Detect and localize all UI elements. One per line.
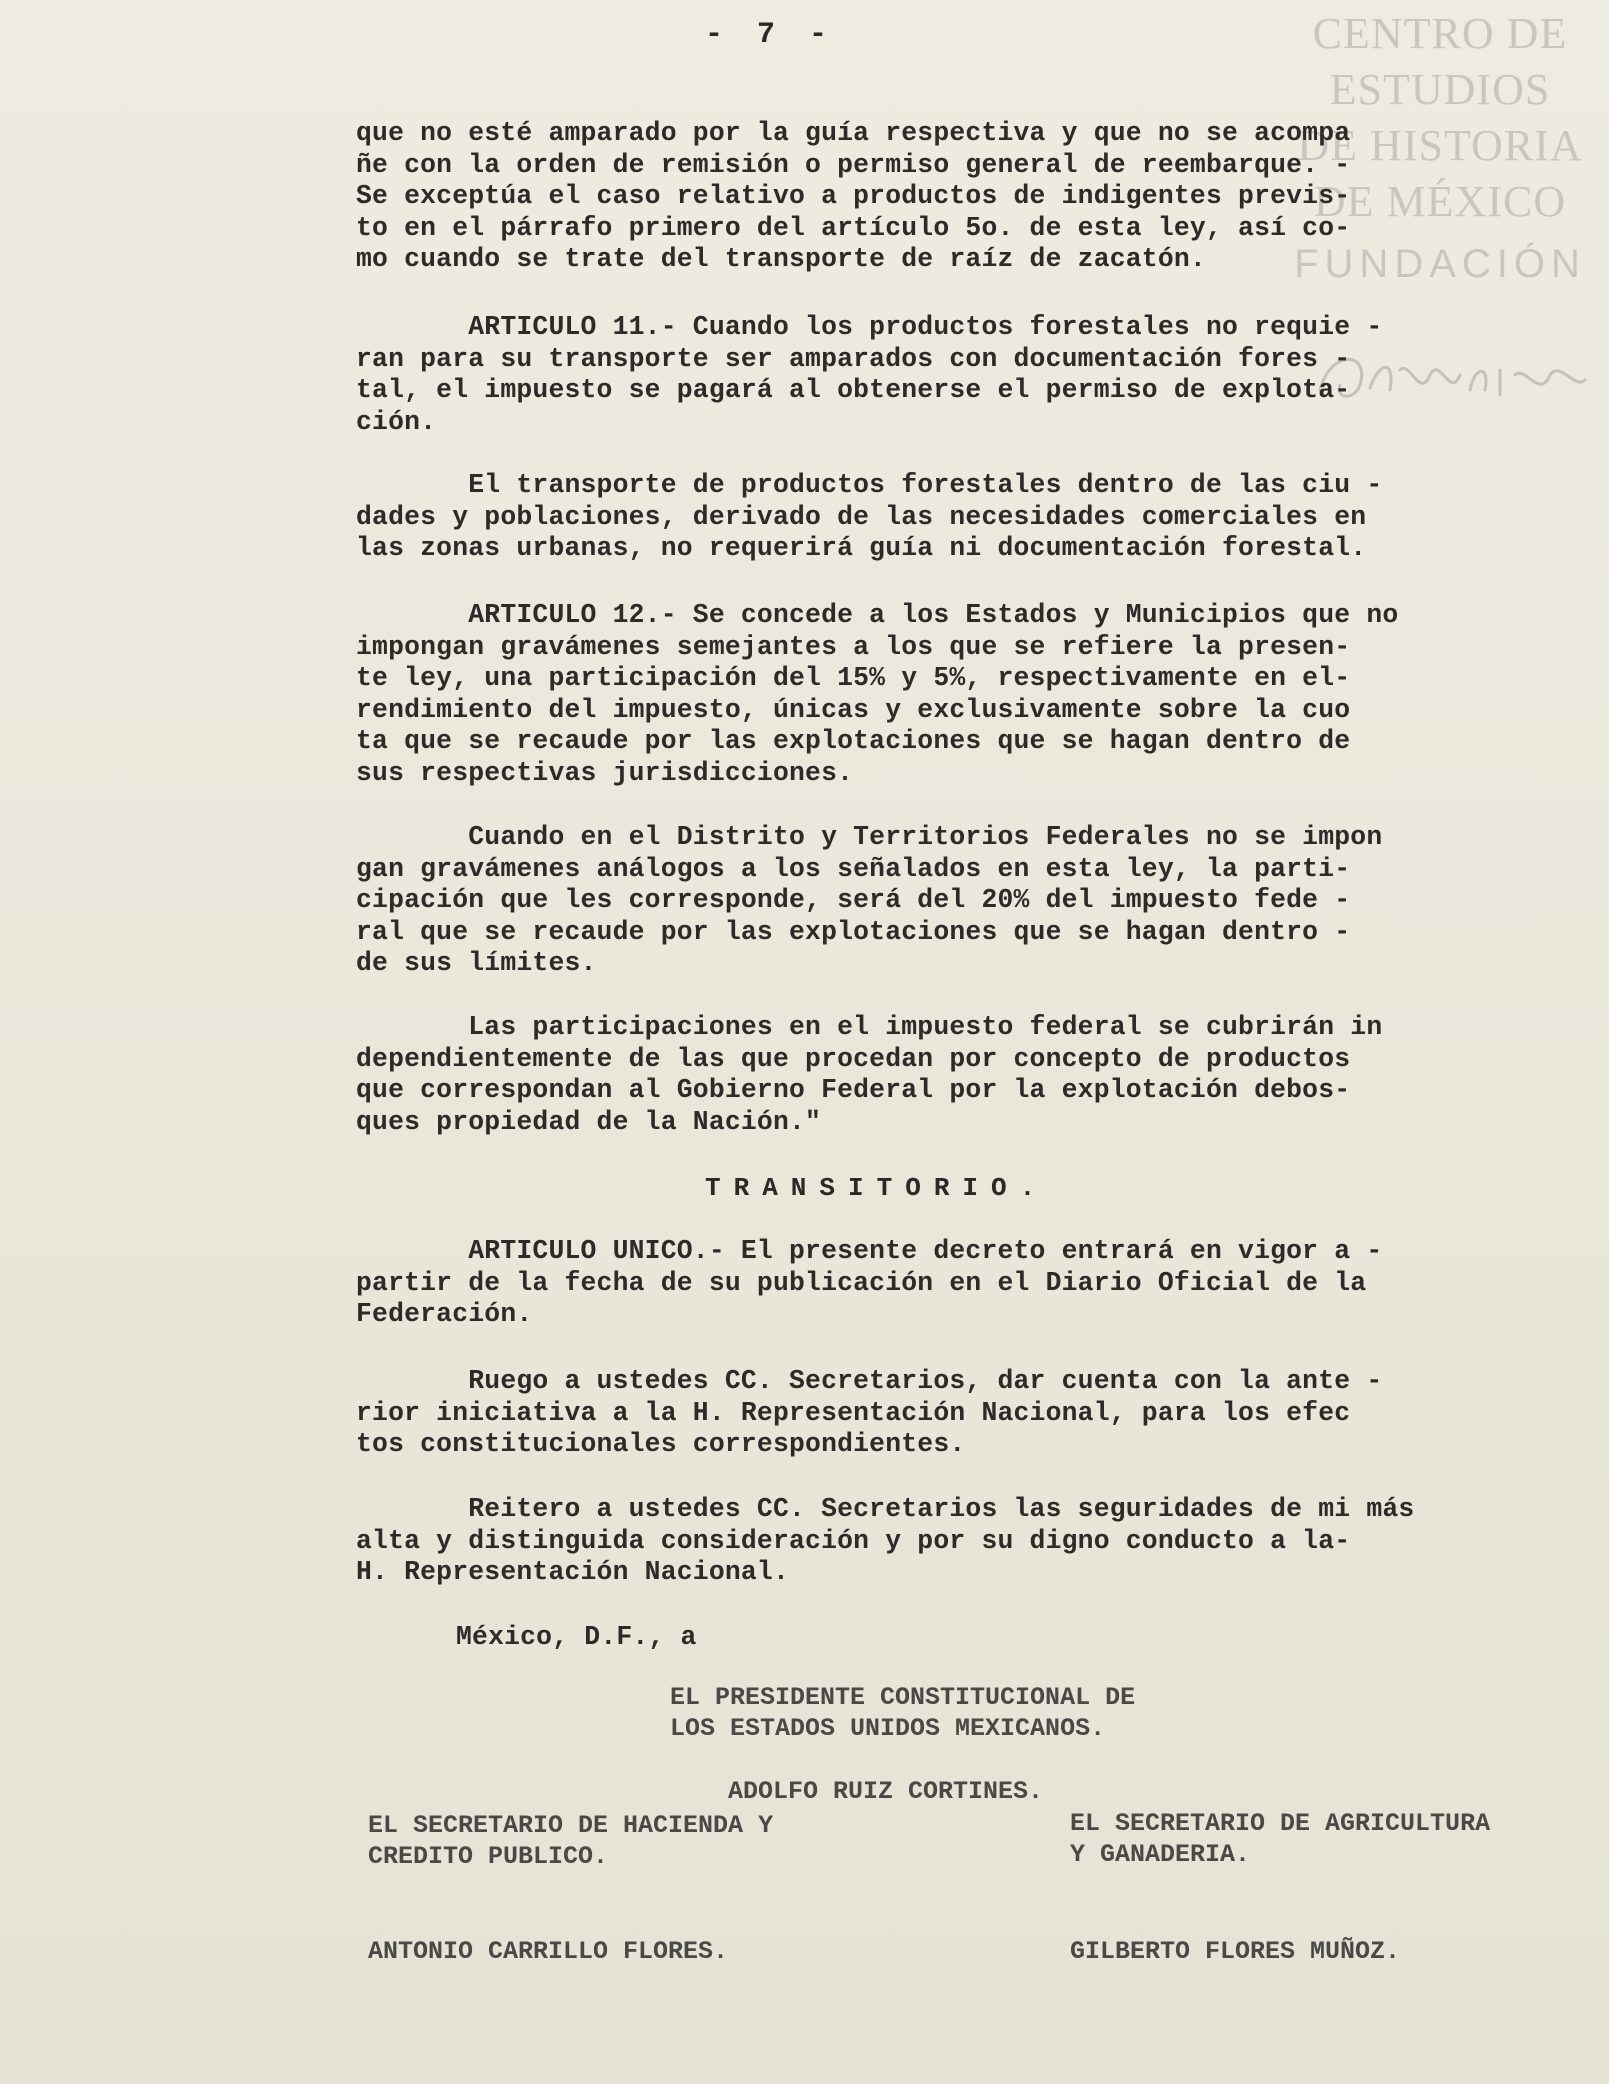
paragraph-transporte: El transporte de productos forestales dentro de las ciu - dades y poblaciones, derivado de las necesidades comerciales en las zonas urbanas, no requerirá guía ni documentación forestal. (356, 470, 1383, 563)
paragraph-intro: que no esté amparado por la guía respectiva y que no se acompa ñe con la orden de remisión o permiso general de reembarque. - Se exceptúa el caso relativo a productos de indigentes previs- to en el párrafo primero del artículo 5o. de esta ley, así co- mo cuando se trate del transporte de raíz de zacatón. (356, 118, 1351, 274)
place-date-line: México, D.F., a (456, 1622, 697, 1652)
signature-president-title: EL PRESIDENTE CONSTITUCIONAL DE LOS ESTADOS UNIDOS MEXICANOS. (670, 1683, 1136, 1743)
paragraph-articulo-12: ARTICULO 12.- Se concede a los Estados y Municipios que no impongan gravámenes semejantes a los que se refiere la presen- te ley, una participación del 15% y 5%, respectivamente en el- rendimiento del impuesto, únicas y exclusivamente sobre la cuo ta que se recaude por las explotaciones que se hagan dentro de sus respectivas jurisdicciones. (356, 600, 1399, 788)
watermark-line: DE HISTORIA (1297, 121, 1583, 170)
section-heading-transitorio: TRANSITORIO. (705, 1173, 1049, 1203)
paragraph-articulo-unico: ARTICULO UNICO.- El presente decreto entrará en vigor a - partir de la fecha de su publicación en el Diario Oficial de la Federación. (356, 1236, 1383, 1329)
watermark-line: ESTUDIOS (1329, 65, 1551, 114)
paragraph-ruego: Ruego a ustedes CC. Secretarios, dar cuenta con la ante - rior iniciativa a la H. Representación Nacional, para los efec tos constitucionales correspondientes. (356, 1366, 1383, 1459)
watermark-line: FUNDACIÓN (1294, 242, 1586, 286)
signature-president-name: ADOLFO RUIZ CORTINES. (728, 1777, 1044, 1806)
paragraph-articulo-11: ARTICULO 11.- Cuando los productos forestales no requie - ran para su transporte ser amparados con documentación fores - tal, el impuesto se pagará al obtenerse el permiso de explota- ción. (356, 312, 1383, 437)
signature-agricultura-title: EL SECRETARIO DE AGRICULTURA Y GANADERIA. (1070, 1809, 1491, 1869)
signature-hacienda-title: EL SECRETARIO DE HACIENDA Y CREDITO PUBLICO. (368, 1811, 774, 1871)
page-number: - 7 - (704, 18, 835, 52)
signature-agricultura-name: GILBERTO FLORES MUÑOZ. (1070, 1937, 1401, 1966)
watermark-line: DE MÉXICO (1313, 177, 1567, 226)
signature-hacienda-name: ANTONIO CARRILLO FLORES. (368, 1937, 729, 1966)
paragraph-distrito: Cuando en el Distrito y Territorios Federales no se impon gan gravámenes análogos a los señalados en esta ley, la parti- cipación que les corresponde, será del 20% del impuesto fede - ral que se recaude por las explotaciones que se hagan dentro - de sus límites. (356, 822, 1383, 978)
watermark-line: CENTRO DE (1312, 9, 1568, 58)
paragraph-reitero: Reitero a ustedes CC. Secretarios las seguridades de mi más alta y distinguida consideración y por su digno conducto a la- H. Representación Nacional. (356, 1494, 1415, 1587)
paragraph-participaciones: Las participaciones en el impuesto federal se cubrirán in dependientemente de las que procedan por concepto de productos que correspondan al Gobierno Federal por la explotación debos- ques propiedad de la Nación." (356, 1012, 1383, 1137)
